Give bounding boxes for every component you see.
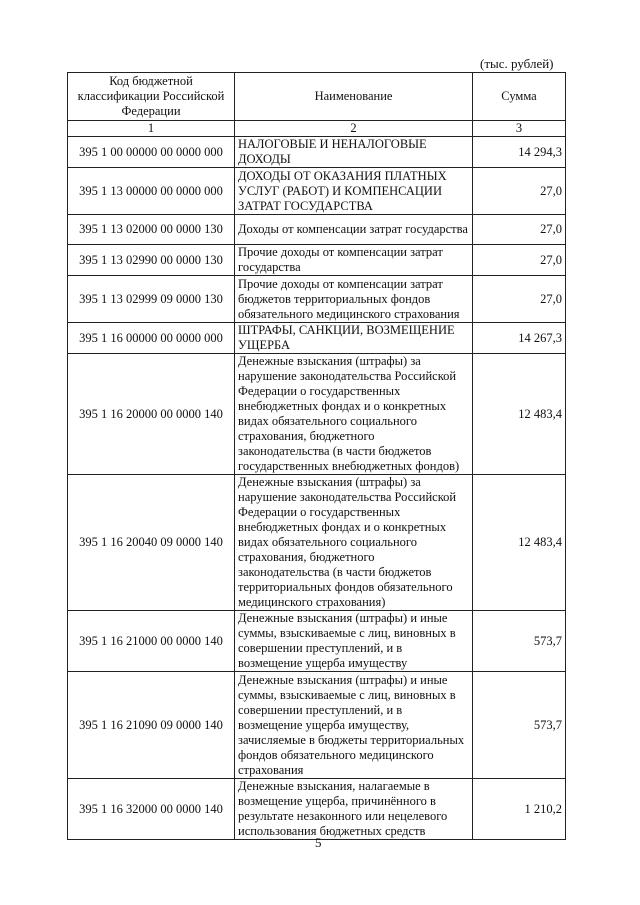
row-name: Доходы от компенсации затрат государства [235,215,473,245]
table-row [68,137,566,168]
header-sum: Сумма [473,73,566,121]
table-row [68,475,566,611]
table-row [68,245,566,276]
table-row [68,611,566,672]
page-number: 5 [315,835,322,850]
row-sum: 27,0 [473,245,566,276]
row-name: НАЛОГОВЫЕ И НЕНАЛОГОВЫЕ ДОХОДЫ [235,137,473,168]
table-row [68,354,566,475]
row-code: 395 1 13 02000 00 0000 130 [68,215,235,245]
row-code: 395 1 16 20040 09 0000 140 [68,475,235,611]
units-label: (тыс. рублей) [480,56,554,71]
row-name: Денежные взыскания (штрафы) за нарушение законодательства Российской Федерации о государственных внебюджетных фондах и о конкретных видах обязательного социального страхования, бюджетного законодательства (в части бюджетов территориальных фондов обязательного медицинского страхования) [235,475,473,611]
row-sum: 14 294,3 [473,137,566,168]
row-name: Денежные взыскания (штрафы) и иные суммы, взыскиваемые с лиц, виновных в совершении преступлений, и в возмещение ущерба имуществу, зачисляемые в бюджеты территориальных фондов обязательного медицинского страхования [235,672,473,779]
row-code: 395 1 16 21090 09 0000 140 [68,672,235,779]
row-sum: 12 483,4 [473,354,566,475]
row-code: 395 1 16 00000 00 0000 000 [68,323,235,354]
table-header-row [68,73,566,121]
row-sum: 27,0 [473,215,566,245]
col-number: 1 [68,121,235,137]
row-sum: 1 210,2 [473,779,566,840]
row-code: 395 1 16 32000 00 0000 140 [68,779,235,840]
table-row [68,168,566,215]
col-number: 2 [235,121,473,137]
header-code: Код бюджетной классификации Российской Федерации [68,73,235,121]
row-name: ДОХОДЫ ОТ ОКАЗАНИЯ ПЛАТНЫХ УСЛУГ (РАБОТ) И КОМПЕНСАЦИИ ЗАТРАТ ГОСУДАРСТВА [235,168,473,215]
table-row [68,276,566,323]
row-sum: 27,0 [473,168,566,215]
row-sum: 573,7 [473,672,566,779]
row-sum: 12 483,4 [473,475,566,611]
header-name: Наименование [235,73,473,121]
row-name: ШТРАФЫ, САНКЦИИ, ВОЗМЕЩЕНИЕ УЩЕРБА [235,323,473,354]
row-code: 395 1 13 00000 00 0000 000 [68,168,235,215]
row-sum: 14 267,3 [473,323,566,354]
row-code: 395 1 16 21000 00 0000 140 [68,611,235,672]
column-number-row [68,121,566,137]
budget-table [67,72,566,840]
table-row [68,323,566,354]
table-row [68,779,566,840]
row-name: Денежные взыскания (штрафы) за нарушение законодательства Российской Федерации о государственных внебюджетных фондах и о конкретных видах обязательного социального страхования, бюджетного законодательства (в части бюджетов государственных внебюджетных фондов) [235,354,473,475]
row-code: 395 1 13 02990 00 0000 130 [68,245,235,276]
row-code: 395 1 16 20000 00 0000 140 [68,354,235,475]
row-name: Прочие доходы от компенсации затрат государства [235,245,473,276]
row-code: 395 1 00 00000 00 0000 000 [68,137,235,168]
row-name: Прочие доходы от компенсации затрат бюджетов территориальных фондов обязательного медицинского страхования [235,276,473,323]
row-sum: 27,0 [473,276,566,323]
row-name: Денежные взыскания, налагаемые в возмещение ущерба, причинённого в результате незаконного или нецелевого использования бюджетных средств [235,779,473,840]
row-code: 395 1 13 02999 09 0000 130 [68,276,235,323]
table-row [68,672,566,779]
table-row [68,215,566,245]
row-sum: 573,7 [473,611,566,672]
col-number: 3 [473,121,566,137]
row-name: Денежные взыскания (штрафы) и иные суммы, взыскиваемые с лиц, виновных в совершении преступлений, и в возмещение ущерба имуществу [235,611,473,672]
